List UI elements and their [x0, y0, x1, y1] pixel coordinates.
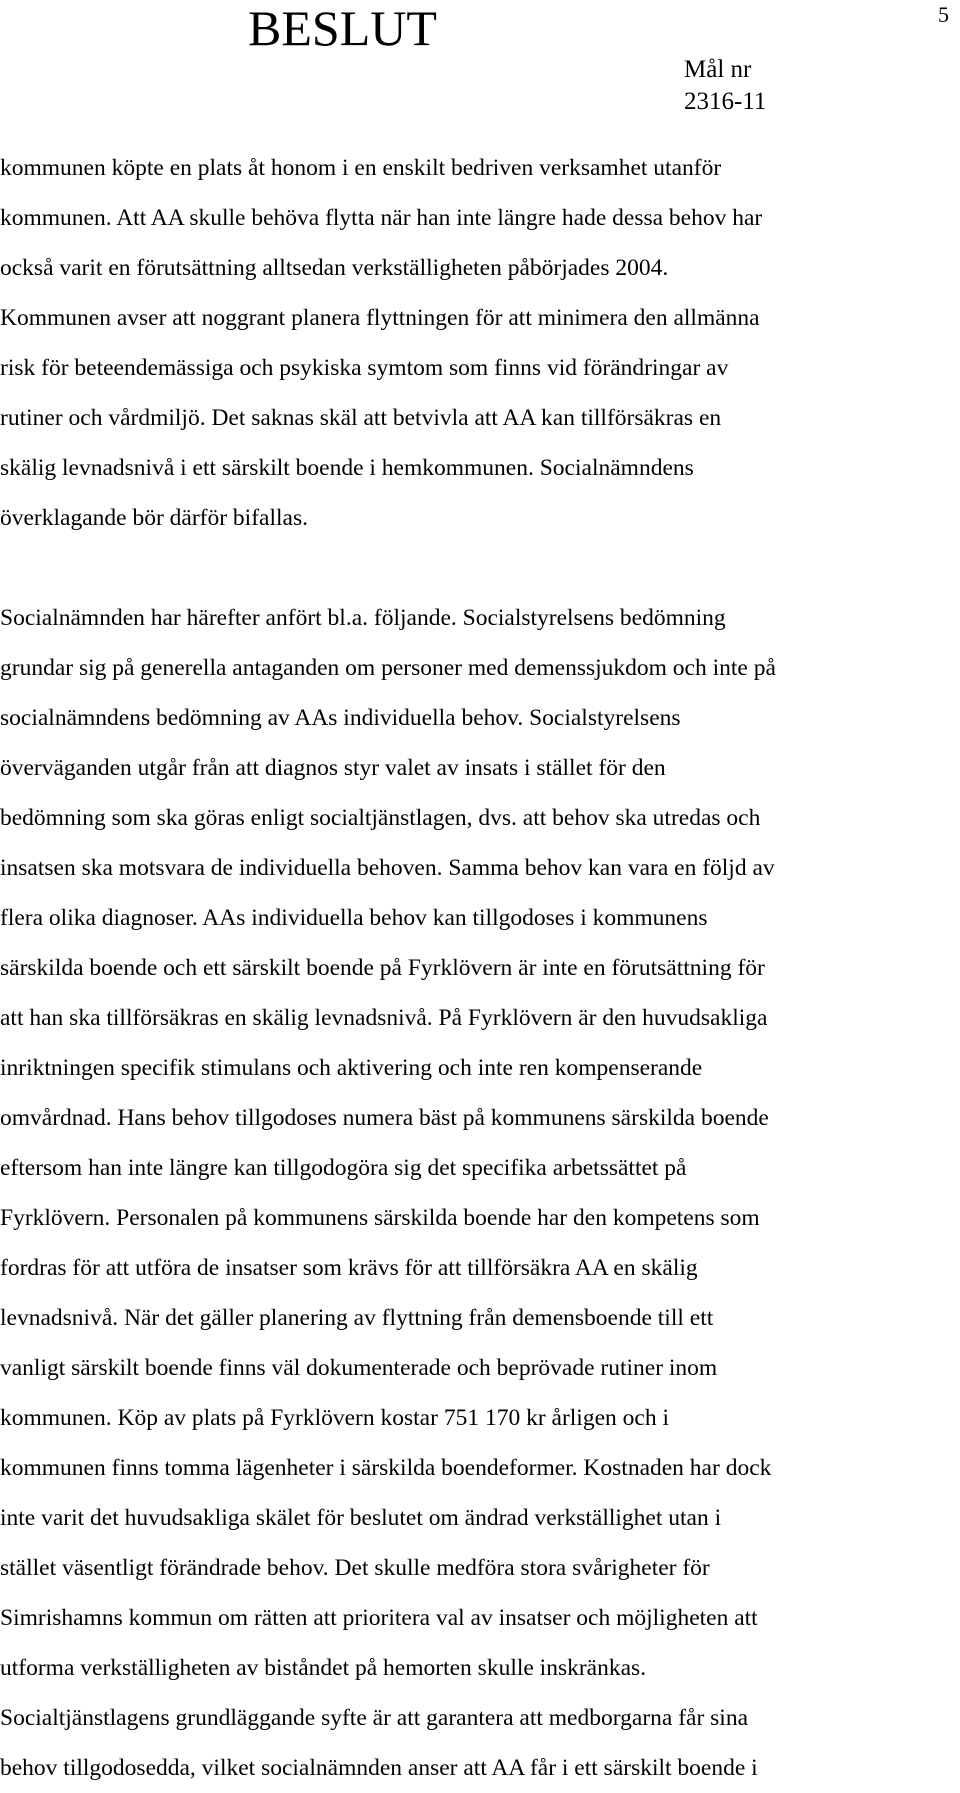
text-line: kommunen köpte en plats åt honom i en enskilt bedriven verksamhet utanför	[0, 155, 722, 181]
case-number-block	[684, 54, 766, 118]
text-line: kommunen finns tomma lägenheter i särskilda boendeformer. Kostnaden har dock	[0, 1455, 772, 1481]
text-line: behov tillgodosedda, vilket socialnämnden anser att AA får i ett särskilt boende i	[0, 1755, 758, 1781]
text-line: utforma verkställigheten av biståndet på hemorten skulle inskränkas.	[0, 1655, 647, 1681]
text-line: att han ska tillförsäkras en skälig levnadsnivå. På Fyrklövern är den huvudsakliga	[0, 1005, 768, 1031]
text-line: risk för beteendemässiga och psykiska symtom som finns vid förändringar av	[0, 355, 729, 381]
text-line: omvårdnad. Hans behov tillgodoses numera bäst på kommunens särskilda boende	[0, 1105, 769, 1131]
text-line: grundar sig på generella antaganden om personer med demenssjukdom och inte på	[0, 655, 776, 681]
text-line: särskilda boende och ett särskilt boende på Fyrklövern är inte en förutsättning för	[0, 955, 765, 981]
text-line: kommunen. Att AA skulle behöva flytta när han inte längre hade dessa behov har	[0, 205, 763, 231]
text-line: rutiner och vårdmiljö. Det saknas skäl att betvivla att AA kan tillförsäkras en	[0, 405, 722, 431]
page-number: 5	[938, 2, 949, 27]
text-line: eftersom han inte längre kan tillgodogöra sig det specifika arbetssättet på	[0, 1155, 687, 1181]
text-line: Socialnämnden har härefter anfört bl.a. följande. Socialstyrelsens bedömning	[0, 605, 726, 631]
text-line: flera olika diagnoser. AAs individuella behov kan tillgodoses i kommunens	[0, 905, 708, 931]
paragraph-gap	[0, 543, 945, 593]
text-line: socialnämndens bedömning av AAs individuella behov. Socialstyrelsens	[0, 705, 681, 731]
text-line: stället väsentligt förändrade behov. Det skulle medföra stora svårigheter för	[0, 1555, 710, 1581]
text-line: också varit en förutsättning alltsedan verkställigheten påbörjades 2004.	[0, 255, 669, 281]
text-line: skälig levnadsnivå i ett särskilt boende i hemkommunen. Socialnämndens	[0, 455, 694, 481]
text-line: bedömning som ska göras enligt socialtjänstlagen, dvs. att behov ska utredas och	[0, 805, 761, 831]
text-line: Kommunen avser att noggrant planera flyttningen för att minimera den allmänna	[0, 305, 760, 331]
text-line: överväganden utgår från att diagnos styr valet av insats i stället för den	[0, 755, 666, 781]
document-title: BESLUT	[248, 0, 437, 56]
text-line: inte varit det huvudsakliga skälet för beslutet om ändrad verkställighet utan i	[0, 1505, 722, 1531]
text-line: kommunen. Köp av plats på Fyrklövern kostar 751 170 kr årligen och i	[0, 1405, 669, 1431]
text-line: överklagande bör därför bifallas.	[0, 505, 308, 531]
text-line: inriktningen specifik stimulans och aktivering och inte ren kompenserande	[0, 1055, 703, 1081]
text-line: Socialtjänstlagens grundläggande syfte är att garantera att medborgarna får sina	[0, 1705, 749, 1731]
text-line: insatsen ska motsvara de individuella behoven. Samma behov kan vara en följd av	[0, 855, 775, 881]
text-line: fordras för att utföra de insatser som krävs för att tillförsäkra AA en skälig	[0, 1255, 698, 1281]
paragraph-2	[0, 593, 945, 1793]
text-line: Fyrklövern. Personalen på kommunens särskilda boende har den kompetens som	[0, 1205, 760, 1231]
text-line: levnadsnivå. När det gäller planering av flyttning från demensboende till ett	[0, 1305, 714, 1331]
case-label: Mål nr	[684, 56, 752, 83]
text-line: Simrishamns kommun om rätten att prioritera val av insatser och möjligheten att	[0, 1605, 758, 1631]
paragraph-1	[0, 143, 945, 543]
text-line: vanligt särskilt boende finns väl dokumenterade och beprövade rutiner inom	[0, 1355, 718, 1381]
document-body	[0, 143, 945, 1793]
case-number: 2316-11	[684, 88, 767, 115]
